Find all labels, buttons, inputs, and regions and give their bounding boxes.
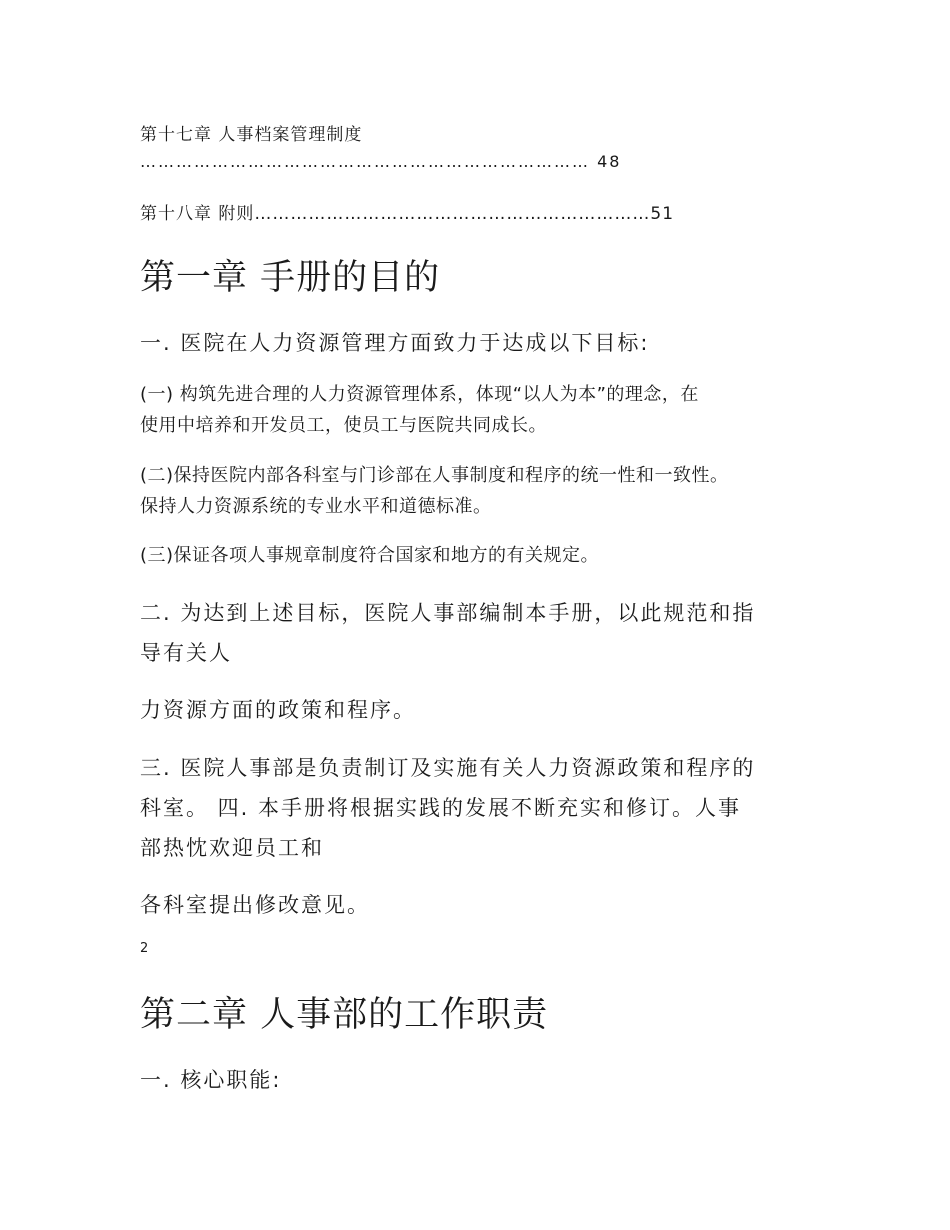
goal-item-3: (三)保证各项人事规章制度符合国家和地方的有关规定。 <box>140 545 600 566</box>
page-number: 2 <box>140 941 149 956</box>
chapter-1-section-3-line-4: 各科室提出修改意见。 <box>140 893 370 917</box>
chapter-2-title: 第二章 人事部的工作职责 <box>140 995 549 1035</box>
chapter-1-section-3-line-1: 三. 医院人事部是负责制订及实施有关人力资源政策和程序的 <box>140 756 756 780</box>
toc-entry-ch18: 第十八章 附则…………………………………………………………51 <box>140 204 675 224</box>
goal-item-1-line-1: (一) 构筑先进合理的人力资源管理体系，体现“以人为本”的理念，在 <box>140 384 699 405</box>
chapter-1-section-2-line-1: 二. 为达到上述目标，医院人事部编制本手册，以此规范和指 <box>140 601 756 625</box>
chapter-1-section-2-line-3: 力资源方面的政策和程序。 <box>140 698 416 722</box>
chapter-1-title: 第一章 手册的目的 <box>140 258 441 298</box>
toc-entry-ch17-title: 第十七章 人事档案管理制度 <box>140 125 363 145</box>
goal-item-1-line-2: 使用中培养和开发员工，使员工与医院共同成长。 <box>140 415 547 436</box>
toc-entry-ch17-page: ………………………………………………………………… 48 <box>140 152 622 171</box>
chapter-1-section-3-line-3: 部热忱欢迎员工和 <box>140 836 324 860</box>
chapter-1-section-1-heading: 一. 医院在人力资源管理方面致力于达成以下目标: <box>140 331 650 355</box>
chapter-1-section-3-line-2: 科室。 四. 本手册将根据实践的发展不断充实和修订。人事 <box>140 796 742 820</box>
chapter-2-section-1-heading: 一. 核心职能: <box>140 1068 282 1092</box>
goal-item-2-line-1: (二)保持医院内部各科室与门诊部在人事制度和程序的统一性和一致性。 <box>140 465 729 486</box>
chapter-1-section-2-line-2: 导有关人 <box>140 641 232 665</box>
goal-item-2-line-2: 保持人力资源系统的专业水平和道德标准。 <box>140 496 492 517</box>
